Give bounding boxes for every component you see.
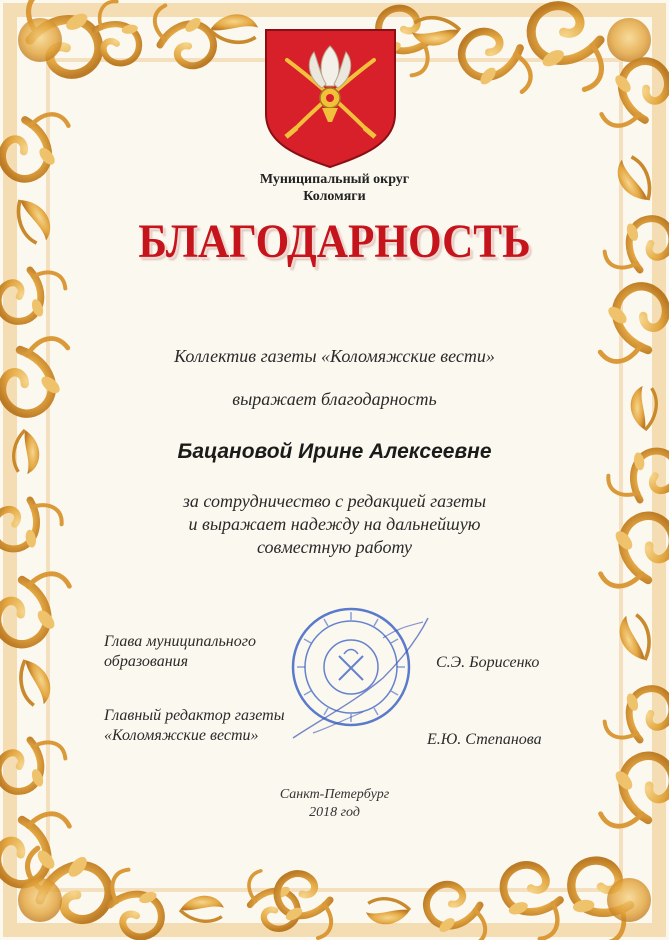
signature-role-1: Глава муниципального образования [104, 633, 256, 670]
body-line-4: за сотрудничество с редакцией газеты [182, 491, 487, 511]
footer-city: Санкт-Петербург [279, 787, 390, 802]
organization-line-1: Муниципальный округ [259, 172, 410, 187]
body-line-6: совместную работу [256, 537, 413, 557]
signature-scribble [283, 608, 433, 748]
recipient-name: Бацановой Ирине Алексеевне [177, 440, 492, 463]
signature-role-2: Главный редактор газеты «Коломяжские вести» [104, 707, 285, 744]
body-line-5: и выражает надежду на дальнейшую [188, 514, 481, 534]
body-line-1: Коллектив газеты «Коломяжские вести» [174, 346, 495, 366]
signature-name-1: С.Э. Борисенко [436, 654, 540, 671]
body-line-2: выражает благодарность [232, 389, 437, 409]
footer-year: 2018 год [309, 805, 360, 820]
signature-name-2: Е.Ю. Степанова [427, 731, 542, 748]
organization-line-2: Коломяги [303, 189, 366, 204]
certificate-title: БЛАГОДАРНОСТЬ [138, 215, 531, 268]
